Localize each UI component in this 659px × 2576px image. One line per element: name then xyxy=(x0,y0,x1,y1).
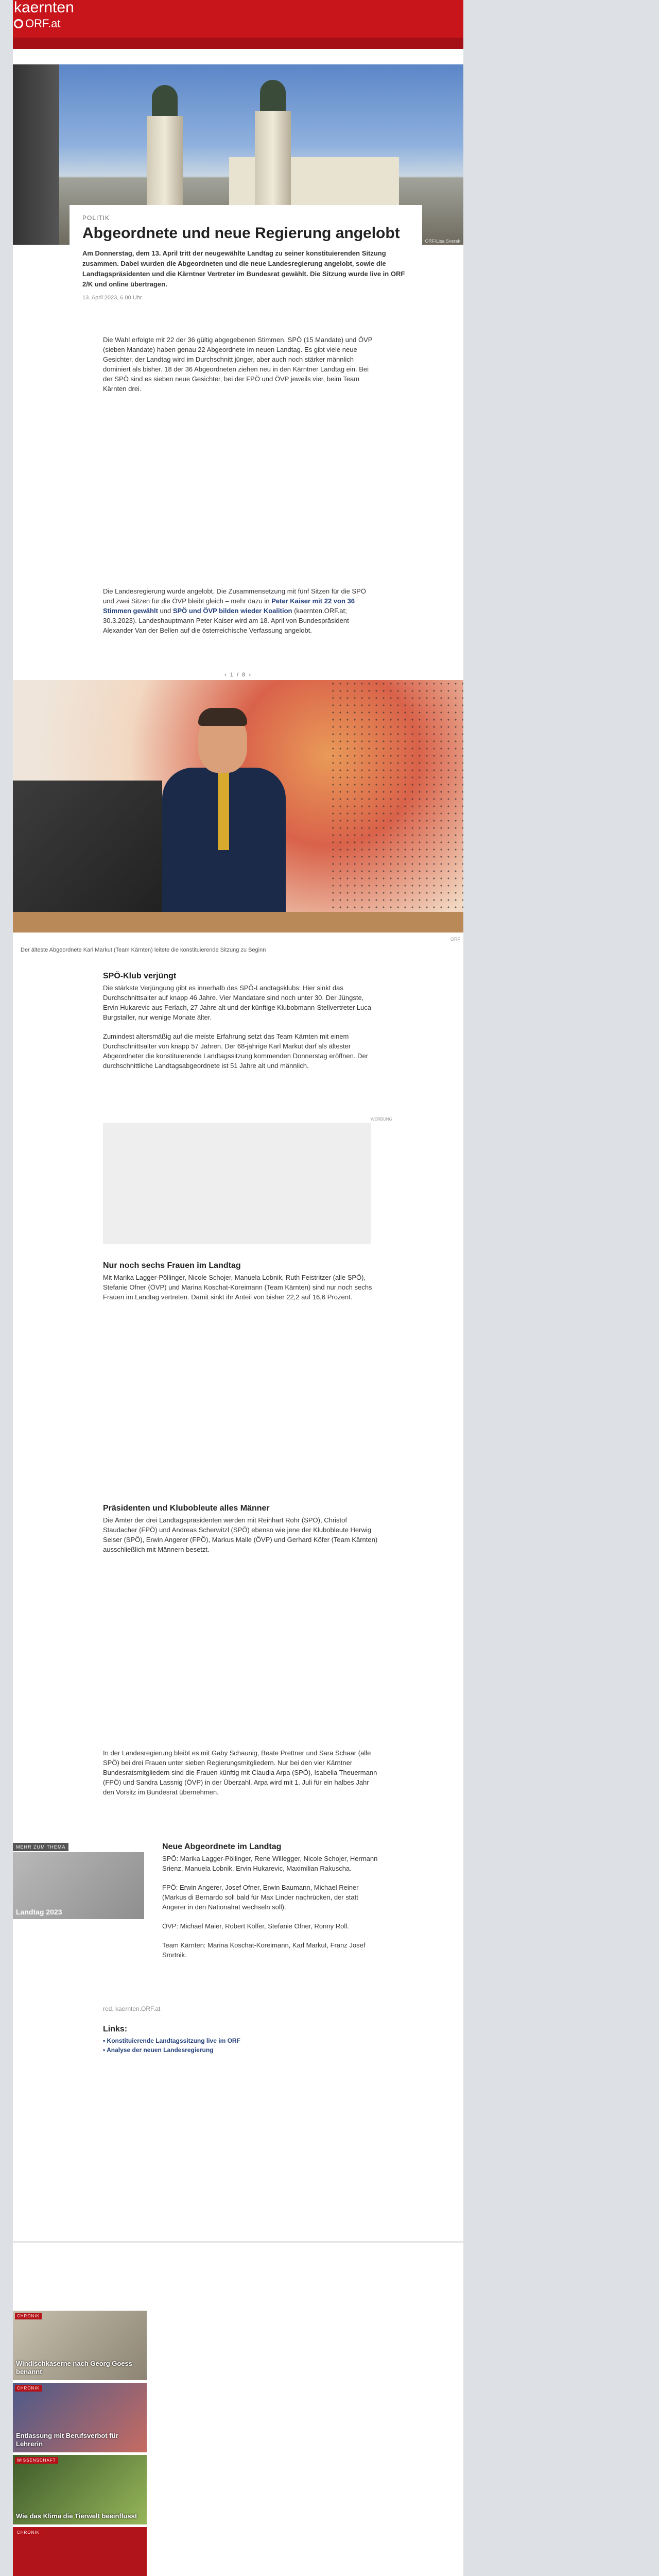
article-body-5 xyxy=(103,1503,378,1564)
article-body-7 xyxy=(162,1842,378,1969)
ad-slot[interactable] xyxy=(103,1123,371,1244)
ad-label: WERBUNG xyxy=(371,1117,392,1122)
paragraph: Die stärkste Verjüngung gibt es innerhalb des SPÖ-Landtagsklubs: Hier sinkt das Durchschnittsalter auf knapp 46 Jahre. Vier Mandatare sind noch unter 30. Der Jüngste, Ervin Hukarevic aus Ferlach, 27 Jahre alt und der künftige Klubobmann-Stellvertreter Luca Burgstaller, nur wenige Monate älter. xyxy=(103,984,371,1021)
article-body-4 xyxy=(103,1261,378,1311)
region-title[interactable]: kaernten xyxy=(14,0,74,16)
teaser-title: Entlassung mit Berufsverbot für Lehrerin xyxy=(16,2432,118,2448)
person xyxy=(162,711,286,933)
paragraph: ÖVP: Michael Maier, Robert Kölfer, Stefanie Ofner, Ronny Roll. xyxy=(162,1922,349,1930)
paragraph: SPÖ: Marika Lagger-Pöllinger, Rene Willegger, Nicole Schojer, Hermann Srienz, Manuela Lobnik, Ervin Hukarevic, Maximilian Rakuscha. xyxy=(162,1855,378,1872)
links-heading: Links: xyxy=(103,2025,128,2033)
page xyxy=(13,0,463,2576)
gallery-nav[interactable]: ‹ 1 / 8 › xyxy=(224,672,252,678)
article-lead: Am Donnerstag, dem 13. April tritt der neugewählte Landtag zu seiner konstituierenden Sitzung zusammen. Dabei wurden die Abgeordneten und die neue Landesregierung angelobt, sowie die Landtagspräsidenten und die Kärntner Vertreter im Bundesrat gewählt. Die Sitzung wurde live in ORF 2/K und online übertragen. xyxy=(82,249,405,288)
photo-caption: Der älteste Abgeordnete Karl Markut (Team Kärnten) leitete die konstituierende Sitzung zu Beginn xyxy=(21,947,266,953)
article-body-3 xyxy=(103,971,378,1080)
paragraph: Zumindest altersmäßig auf die meiste Erfahrung setzt das Team Kärnten mit einem Durchschnittsalter von knapp 57 Jahren. Der 68-jährige Karl Markut darf als ältester Abgeordneter die konstituierende Landtagssitzung kommenden Donnerstag eröffnen. Der durchschnittliche Landtagsabgeordnete ist 51 Jahre alt und männlich. xyxy=(103,1032,369,1070)
links-section xyxy=(103,2025,378,2055)
section-heading: Neue Abgeordnete im Landtag xyxy=(162,1842,282,1851)
paragraph: FPÖ: Erwin Angerer, Josef Ofner, Erwin Baumann, Michael Reiner (Markus di Bernardo soll bald für Max Linder nachrücken, der statt Angerer in den Nationalrat wechseln soll). xyxy=(162,1884,359,1911)
monitor xyxy=(13,781,162,933)
article-body-6 xyxy=(103,1748,378,1806)
links-list xyxy=(103,2036,378,2055)
author-note: red, kaernten.ORF.at xyxy=(103,2005,161,2012)
link-kaiser-gewaehlt[interactable]: Peter Kaiser mit 22 von 36 Stimmen gewählt xyxy=(103,597,355,615)
paragraph: Die Landesregierung wurde angelobt. Die Zusammensetzung mit fünf Sitzen für die SPÖ und zwei Sitzen für die ÖVP bleibt gleich – mehr dazu in Peter Kaiser mit 22 von 36 Stimmen gewählt und SPÖ und ÖVP bilden wieder Koalition (kaernten.ORF.at; 30.3.2023). Landeshauptmann Peter Kaiser wird am 18. April von Bundespräsident Alexander Van der Bellen auf die österreichische Verfassung angelobt. xyxy=(103,587,366,634)
teaser-tag: CHRONIK xyxy=(15,2385,42,2392)
teaser-tag: CHRONIK xyxy=(15,2313,42,2319)
teaser-tag: WISSENSCHAFT xyxy=(15,2457,58,2464)
article-title: Abgeordnete und neue Regierung angelobt xyxy=(82,225,400,242)
teaser-card[interactable] xyxy=(13,2527,147,2576)
teaser-tag: CHRONIK xyxy=(15,2529,42,2536)
article-body-2 xyxy=(103,586,378,645)
teaser-card[interactable] xyxy=(13,2455,147,2524)
header-subbar xyxy=(13,38,463,49)
more-topic-thumbnail[interactable] xyxy=(13,1852,144,1919)
orf-logo[interactable] xyxy=(14,17,60,30)
section-heading: Präsidenten und Klubobleute alles Männer xyxy=(103,1504,270,1513)
article-kicker: POLITIK xyxy=(82,214,110,222)
article-body-1 xyxy=(103,335,378,403)
teaser-card[interactable] xyxy=(13,2311,147,2380)
link-koalition[interactable]: SPÖ und ÖVP bilden wieder Koalition xyxy=(172,607,292,615)
section-heading: Nur noch sechs Frauen im Landtag xyxy=(103,1261,241,1270)
more-topic-title: Landtag 2023 xyxy=(16,1908,62,1916)
teaser-card[interactable] xyxy=(13,2383,147,2452)
site-header xyxy=(13,0,463,49)
article-header xyxy=(70,205,422,309)
photo-copyright: ORF xyxy=(450,937,460,942)
orf-logo-icon xyxy=(14,19,23,28)
logo-text: ORF.at xyxy=(25,17,61,30)
paragraph: In der Landesregierung bleibt es mit Gaby Schaunig, Beate Prettner und Sara Schaar (alle SPÖ) bei drei Frauen unter sieben Regierungsmitgliedern. Nur bei den vier Kärntner Bundesratsmitgliedern sind die Frauen künftig mit Claudia Arpa (SPÖ), Isabella Theuermann (FPÖ) und Sandra Lassnig (ÖVP) in der Überzahl. Arpa wird mit 1. Juli für ein halbes Jahr den Vorsitz im Bundesrat übernehmen. xyxy=(103,1749,377,1796)
gallery-photo[interactable] xyxy=(13,680,463,933)
paragraph: Mit Marika Lagger-Pöllinger, Nicole Schojer, Manuela Lobnik, Ruth Feistritzer (alle SPÖ), Stefanie Ofner (ÖVP) und Marina Koschat-Koreimann (Team Kärnten) sind nur noch sechs Frauen im Landtag vertreten. Damit sinkt ihr Anteil von bisher 22,2 auf 16,6 Prozent. xyxy=(103,1274,372,1301)
paragraph: Die Wahl erfolgte mit 22 der 36 gültig abgegebenen Stimmen. SPÖ (15 Mandate) und ÖVP (sieben Mandate) haben genau 22 Abgeordnete im neuen Landtag. Es gibt viele neue Gesichter, der Landtag wird im Durchschnitt jünger, aber auch noch stärker männlich dominiert als bisher. 18 der 36 Abgeordneten ziehen neu in den Kärntner Landtag ein. Bei der SPÖ sind es sieben neue Gesichter, bei der FPÖ und ÖVP jeweils vier, beim Team Kärnten drei. xyxy=(103,336,373,393)
teaser-title: Windischkaserne nach Georg Goess benannt xyxy=(16,2360,133,2376)
hero-copyright: ORF/Lisa Sverak xyxy=(425,239,460,244)
more-topic-box[interactable] xyxy=(13,1842,144,1919)
paragraph: Team Kärnten: Marina Koschat-Koreimann, Karl Markut, Franz Josef Smrtnik. xyxy=(162,1941,366,1959)
section-heading: SPÖ-Klub verjüngt xyxy=(103,972,177,980)
more-topic-label: MEHR ZUM THEMA xyxy=(13,1843,68,1851)
link-item[interactable]: • Analyse der neuen Landesregierung xyxy=(103,2045,378,2055)
link-item[interactable]: • Konstituierende Landtagssitzung live im ORF xyxy=(103,2036,378,2045)
article-date: 13. April 2023, 6.00 Uhr xyxy=(82,295,142,301)
paragraph: Die Ämter der drei Landtagspräsidenten werden mit Reinhart Rohr (SPÖ), Christof Staudacher (FPÖ) und Andreas Scherwitzl (SPÖ) ebenso wie jene der Klubobleute Herwig Seiser (SPÖ), Erwin Angerer (FPÖ), Markus Malle (ÖVP) und Gerhard Köfer (Team Kärnten) ausschließlich mit Männern besetzt. xyxy=(103,1516,378,1553)
teaser-title: Wie das Klima die Tierwelt beeinflusst xyxy=(16,2512,137,2520)
divider xyxy=(13,2241,463,2243)
